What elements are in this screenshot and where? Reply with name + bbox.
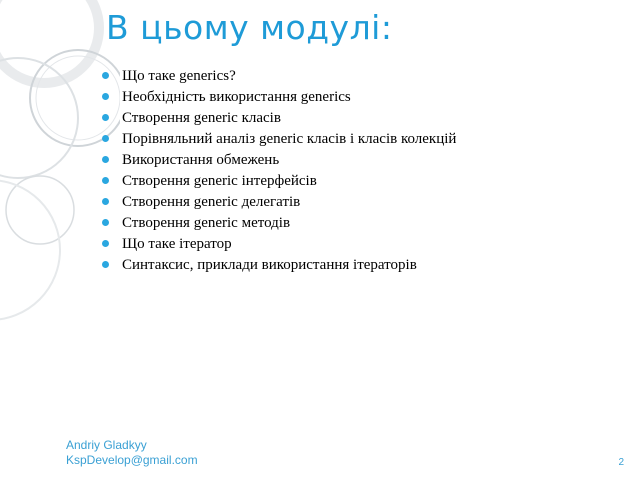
bullet-icon	[102, 135, 109, 142]
list-item-text: Необхідність використання generics	[122, 89, 351, 105]
bullet-icon	[102, 72, 109, 79]
list-item	[100, 234, 456, 255]
list-item-text: Що таке generics?	[122, 68, 236, 84]
list-item-text: Що таке ітератор	[122, 236, 232, 252]
bullet-icon	[102, 177, 109, 184]
bullet-icon	[102, 261, 109, 268]
list-item	[100, 66, 456, 87]
list-item	[100, 255, 456, 276]
page-number: 2	[618, 457, 624, 468]
slide-title: В цьому модулі:	[106, 8, 393, 47]
list-item-text: Створення generic класів	[122, 110, 281, 126]
bullet-icon	[102, 156, 109, 163]
list-item	[100, 108, 456, 129]
list-item	[100, 129, 456, 150]
list-item-text: Створення generic методів	[122, 215, 291, 231]
bullet-icon	[102, 198, 109, 205]
list-item-text: Створення generic делегатів	[122, 194, 301, 210]
list-item-text: Створення generic інтерфейсів	[122, 173, 317, 189]
bullet-icon	[102, 114, 109, 121]
list-item-text: Використання обмежень	[122, 152, 280, 168]
list-item	[100, 150, 456, 171]
bullet-icon	[102, 240, 109, 247]
list-item	[100, 213, 456, 234]
bullet-list	[100, 66, 456, 276]
footer-author: Andriy Gladkyy	[66, 438, 147, 452]
list-item-text: Синтаксис, приклади використання ітераторів	[122, 257, 417, 273]
bullet-icon	[102, 219, 109, 226]
list-item	[100, 171, 456, 192]
list-item-text: Порівняльний аналіз generic класів і класів колекцій	[122, 131, 457, 147]
list-item	[100, 192, 456, 213]
bullet-icon	[102, 93, 109, 100]
list-item	[100, 87, 456, 108]
footer	[66, 438, 198, 468]
footer-email: KspDevelop@gmail.com	[66, 453, 198, 467]
